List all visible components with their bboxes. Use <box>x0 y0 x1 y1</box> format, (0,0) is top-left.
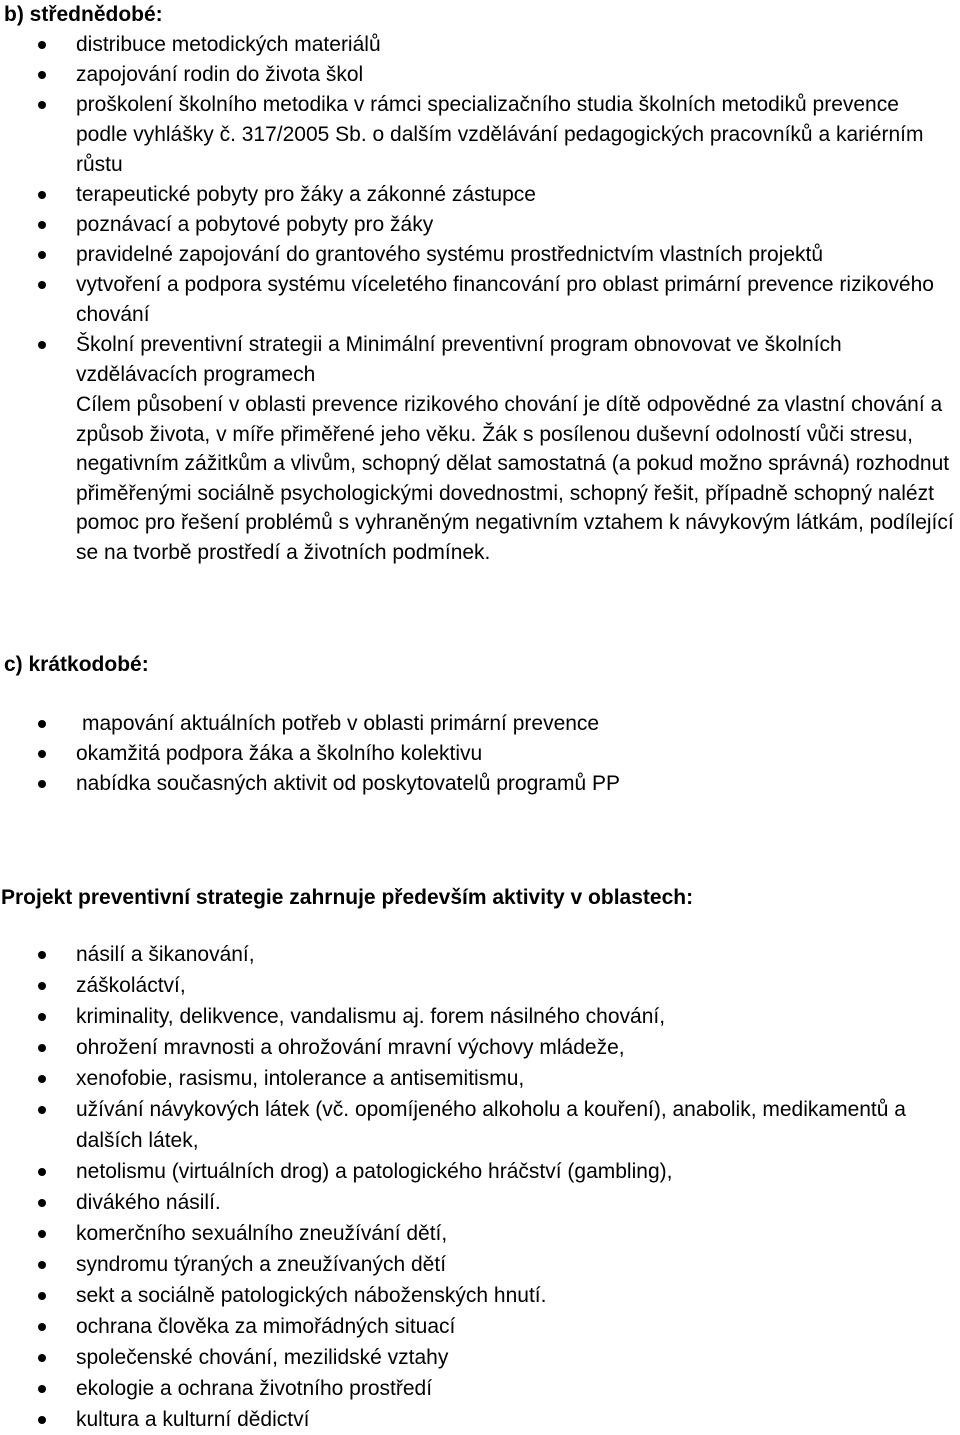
list-item: divákého násilí. <box>0 1187 960 1218</box>
section-c-list <box>0 709 960 799</box>
list-item: syndromu týraných a zneužívaných dětí <box>0 1249 960 1280</box>
list-item: okamžitá podpora žáka a školního kolektivu <box>0 739 960 769</box>
bullet-icon <box>38 1385 46 1393</box>
bullet-icon <box>38 1354 46 1362</box>
list-item: distribuce metodických materiálů <box>0 30 960 60</box>
bullet-icon <box>38 71 46 79</box>
project-list <box>0 939 960 1435</box>
bullet-icon <box>38 1199 46 1207</box>
bullet-icon <box>38 341 46 349</box>
list-item: Školní preventivní strategii a Minimální preventivní program obnovovat ve školních vzdělávacích programech <box>0 330 960 390</box>
bullet-icon <box>38 1044 46 1052</box>
section-b-content <box>0 30 960 567</box>
list-item: společenské chování, mezilidské vztahy <box>0 1342 960 1373</box>
project-content <box>0 939 960 1435</box>
bullet-icon <box>38 1261 46 1269</box>
list-item: kriminality, delikvence, vandalismu aj. forem násilného chování, <box>0 1001 960 1032</box>
section-c <box>0 650 960 680</box>
bullet-icon <box>38 41 46 49</box>
list-item: ochrana člověka za mimořádných situací <box>0 1311 960 1342</box>
goal-paragraph: Cílem působení v oblasti prevence rizikového chování je dítě odpovědné za vlastní chování a způsob života, v míře přiměřené jeho věku. Žák s posílenou duševní odolností vůči stresu, negativním zážitkům a vlivům, schopný dělat samostatná (a pokud možno správná) rozhodnut přiměřenými sociálně psychologickými dovednostmi, schopný řešit, případně schopný nalézt pomoc pro řešení problémů s vyhraněným negativním vztahem k návykovým látkám, podílející se na tvorbě prostředí a životních podmínek. <box>76 393 954 564</box>
bullet-icon <box>38 281 46 289</box>
bullet-icon <box>38 982 46 990</box>
project-section <box>0 883 960 913</box>
bullet-icon <box>38 1013 46 1021</box>
list-item: záškoláctví, <box>0 970 960 1001</box>
list-item: netolismu (virtuálních drog) a patologického hráčství (gambling), <box>0 1156 960 1187</box>
list-item: násilí a šikanování, <box>0 939 960 970</box>
section-b <box>0 0 960 30</box>
bullet-icon <box>38 1323 46 1331</box>
section-c-heading: c) krátkodobé: <box>4 653 149 676</box>
list-item: mapování aktuálních potřeb v oblasti primární prevence <box>0 709 960 739</box>
bullet-icon <box>38 1416 46 1424</box>
bullet-icon <box>38 1075 46 1083</box>
bullet-icon <box>38 951 46 959</box>
bullet-icon <box>38 221 46 229</box>
list-item: xenofobie, rasismu, intolerance a antisemitismu, <box>0 1063 960 1094</box>
list-item: proškolení školního metodika v rámci specializačního studia školních metodiků prevence podle vyhlášky č. 317/2005 Sb. o dalším vzdělávání pedagogických pracovníků a kariérním růstu <box>0 90 960 180</box>
bullet-icon <box>38 1168 46 1176</box>
bullet-icon <box>38 750 46 758</box>
list-item: komerčního sexuálního zneužívání dětí, <box>0 1218 960 1249</box>
list-item: pravidelné zapojování do grantového systému prostřednictvím vlastních projektů <box>0 240 960 270</box>
section-b-list <box>0 30 960 390</box>
list-item: nabídka současných aktivit od poskytovatelů programů PP <box>0 769 960 799</box>
list-item: kultura a kulturní dědictví <box>0 1404 960 1435</box>
bullet-icon <box>38 780 46 788</box>
list-item: poznávací a pobytové pobyty pro žáky <box>0 210 960 240</box>
bullet-icon <box>38 720 46 728</box>
list-item: ohrožení mravnosti a ohrožování mravní výchovy mládeže, <box>0 1032 960 1063</box>
project-heading: Projekt preventivní strategie zahrnuje především aktivity v oblastech: <box>1 886 694 909</box>
list-item: užívání návykových látek (vč. opomíjeného alkoholu a kouření), anabolik, medikamentů a dalších látek, <box>0 1094 960 1156</box>
bullet-icon <box>38 191 46 199</box>
bullet-icon <box>38 101 46 109</box>
section-b-heading: b) střednědobé: <box>4 3 163 26</box>
bullet-icon <box>38 1292 46 1300</box>
bullet-icon <box>38 251 46 259</box>
list-item: ekologie a ochrana životního prostředí <box>0 1373 960 1404</box>
list-item: zapojování rodin do života škol <box>0 60 960 90</box>
list-item: sekt a sociálně patologických náboženských hnutí. <box>0 1280 960 1311</box>
bullet-icon <box>38 1230 46 1238</box>
list-item: terapeutické pobyty pro žáky a zákonné zástupce <box>0 180 960 210</box>
section-c-content <box>0 709 960 799</box>
list-item: vytvoření a podpora systému víceletého financování pro oblast primární prevence rizikového chování <box>0 270 960 330</box>
bullet-icon <box>38 1106 46 1114</box>
